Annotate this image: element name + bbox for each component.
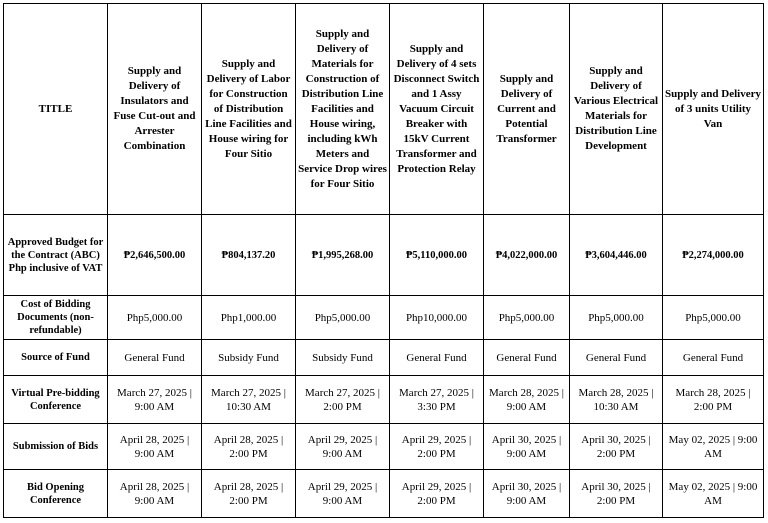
cost-cell: Php5,000.00: [570, 296, 663, 340]
cost-cell: Php1,000.00: [202, 296, 296, 340]
opening-cell: April 28, 2025 | 9:00 AM: [108, 470, 202, 518]
table-row-fund: [4, 340, 764, 376]
table-row-submission: [4, 424, 764, 470]
prebid-cell: March 28, 2025 | 9:00 AM: [484, 376, 570, 424]
submission-cell: April 30, 2025 | 9:00 AM: [484, 424, 570, 470]
fund-cell: General Fund: [390, 340, 484, 376]
column-header: Supply and Delivery of Labor for Construction of Distribution Line Facilities and House wiring for Four Sitio: [202, 4, 296, 215]
submission-cell: April 29, 2025 | 9:00 AM: [296, 424, 390, 470]
column-header: Supply and Delivery of 3 units Utility Van: [663, 4, 764, 215]
fund-cell: General Fund: [663, 340, 764, 376]
row-label: Virtual Pre-bidding Conference: [4, 376, 108, 424]
row-label: Submission of Bids: [4, 424, 108, 470]
submission-cell: April 28, 2025 | 2:00 PM: [202, 424, 296, 470]
bidding-schedule-table-wrapper: [3, 3, 764, 518]
title-header: TITLE: [4, 4, 108, 215]
row-label: Source of Fund: [4, 340, 108, 376]
cost-cell: Php5,000.00: [663, 296, 764, 340]
budget-cell: ₱1,995,268.00: [296, 215, 390, 296]
table-row-opening: [4, 470, 764, 518]
row-label: Cost of Bidding Documents (non-refundable): [4, 296, 108, 340]
prebid-cell: March 27, 2025 | 10:30 AM: [202, 376, 296, 424]
budget-cell: ₱2,274,000.00: [663, 215, 764, 296]
opening-cell: April 28, 2025 | 2:00 PM: [202, 470, 296, 518]
submission-cell: May 02, 2025 | 9:00 AM: [663, 424, 764, 470]
column-header: Supply and Delivery of Various Electrical Materials for Distribution Line Development: [570, 4, 663, 215]
table-row-prebid: [4, 376, 764, 424]
budget-cell: ₱3,604,446.00: [570, 215, 663, 296]
prebid-cell: March 28, 2025 | 10:30 AM: [570, 376, 663, 424]
cost-cell: Php10,000.00: [390, 296, 484, 340]
budget-cell: ₱804,137.20: [202, 215, 296, 296]
header-row: [4, 4, 764, 215]
cost-cell: Php5,000.00: [484, 296, 570, 340]
column-header: Supply and Delivery of 4 sets Disconnect Switch and 1 Assy Vacuum Circuit Breaker with 15kV Current Transformer and Protection Relay: [390, 4, 484, 215]
budget-cell: ₱4,022,000.00: [484, 215, 570, 296]
opening-cell: April 29, 2025 | 9:00 AM: [296, 470, 390, 518]
table-row-budget: [4, 215, 764, 296]
prebid-cell: March 27, 2025 | 9:00 AM: [108, 376, 202, 424]
column-header: Supply and Delivery of Materials for Construction of Distribution Line Facilities and House wiring, including kWh Meters and Service Drop wires for Four Sitio: [296, 4, 390, 215]
fund-cell: Subsidy Fund: [296, 340, 390, 376]
table-row-cost: [4, 296, 764, 340]
opening-cell: April 29, 2025 | 2:00 PM: [390, 470, 484, 518]
opening-cell: May 02, 2025 | 9:00 AM: [663, 470, 764, 518]
budget-cell: ₱2,646,500.00: [108, 215, 202, 296]
prebid-cell: March 27, 2025 | 2:00 PM: [296, 376, 390, 424]
fund-cell: General Fund: [108, 340, 202, 376]
budget-cell: ₱5,110,000.00: [390, 215, 484, 296]
prebid-cell: March 27, 2025 | 3:30 PM: [390, 376, 484, 424]
row-label: Bid Opening Conference: [4, 470, 108, 518]
fund-cell: General Fund: [484, 340, 570, 376]
cost-cell: Php5,000.00: [108, 296, 202, 340]
prebid-cell: March 28, 2025 | 2:00 PM: [663, 376, 764, 424]
submission-cell: April 29, 2025 | 2:00 PM: [390, 424, 484, 470]
cost-cell: Php5,000.00: [296, 296, 390, 340]
column-header: Supply and Delivery of Current and Potential Transformer: [484, 4, 570, 215]
opening-cell: April 30, 2025 | 2:00 PM: [570, 470, 663, 518]
fund-cell: General Fund: [570, 340, 663, 376]
row-label: Approved Budget for the Contract (ABC) Php inclusive of VAT: [4, 215, 108, 296]
bidding-schedule-table: [3, 3, 764, 518]
opening-cell: April 30, 2025 | 9:00 AM: [484, 470, 570, 518]
submission-cell: April 28, 2025 | 9:00 AM: [108, 424, 202, 470]
fund-cell: Subsidy Fund: [202, 340, 296, 376]
column-header: Supply and Delivery of Insulators and Fuse Cut-out and Arrester Combination: [108, 4, 202, 215]
submission-cell: April 30, 2025 | 2:00 PM: [570, 424, 663, 470]
